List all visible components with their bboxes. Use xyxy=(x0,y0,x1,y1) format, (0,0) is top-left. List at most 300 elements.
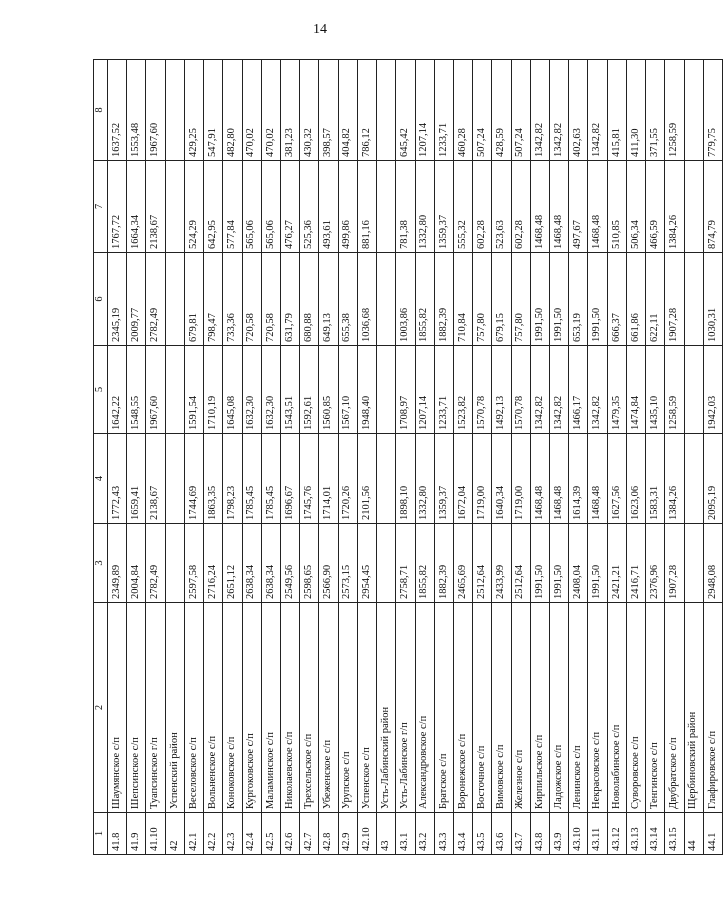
value-cell: 1719,00 xyxy=(511,434,530,524)
value-cell: 2782,49 xyxy=(146,253,165,346)
row-code: 43.14 xyxy=(646,813,665,855)
settlement-name: Вольненское с/п xyxy=(204,603,223,813)
table-row xyxy=(607,60,626,855)
row-code: 43.11 xyxy=(588,813,607,855)
value-cell: 2349,89 xyxy=(108,524,127,603)
value-cell: 2638,34 xyxy=(261,524,280,603)
value-cell: 2549,56 xyxy=(280,524,299,603)
row-code: 42.4 xyxy=(242,813,261,855)
settlement-name: Усть-Лабинский район xyxy=(377,603,396,813)
value-cell: 1342,82 xyxy=(530,346,549,434)
value-cell: 1967,60 xyxy=(146,346,165,434)
value-cell: 1466,17 xyxy=(569,346,588,434)
table-row xyxy=(242,60,261,855)
value-cell: 2408,04 xyxy=(569,524,588,603)
table-row xyxy=(434,60,453,855)
settlement-name: Ладожское с/п xyxy=(550,603,569,813)
value-cell: 733,36 xyxy=(223,253,242,346)
column-header-4: 4 xyxy=(94,434,108,524)
value-cell: 402,63 xyxy=(569,60,588,161)
settlement-name: Усть-Лабинское г/п xyxy=(396,603,415,813)
settlement-name: Коноковское с/п xyxy=(223,603,242,813)
row-code: 43 xyxy=(377,813,396,855)
value-cell xyxy=(377,60,396,161)
table-row xyxy=(338,60,357,855)
row-code: 43.13 xyxy=(626,813,645,855)
value-cell: 2716,24 xyxy=(204,524,223,603)
table-row xyxy=(588,60,607,855)
table-row xyxy=(415,60,434,855)
table-row xyxy=(108,60,127,855)
value-cell: 1359,37 xyxy=(434,161,453,253)
value-cell: 1207,14 xyxy=(415,346,434,434)
value-cell xyxy=(684,346,703,434)
row-code: 43.6 xyxy=(492,813,511,855)
value-cell: 1659,41 xyxy=(127,434,146,524)
row-code: 42.9 xyxy=(338,813,357,855)
value-cell: 649,13 xyxy=(319,253,338,346)
value-cell xyxy=(684,161,703,253)
value-cell: 460,28 xyxy=(453,60,472,161)
settlement-name: Ленинское с/п xyxy=(569,603,588,813)
settlement-name: Успенское с/п xyxy=(357,603,376,813)
column-header-3: 3 xyxy=(94,524,108,603)
value-cell: 1882,39 xyxy=(434,524,453,603)
settlement-name: Урупское с/п xyxy=(338,603,357,813)
value-cell: 622,11 xyxy=(646,253,665,346)
settlement-name: Вимовское с/п xyxy=(492,603,511,813)
value-cell: 470,02 xyxy=(261,60,280,161)
value-cell: 661,86 xyxy=(626,253,645,346)
value-cell: 524,29 xyxy=(184,161,203,253)
table-row xyxy=(165,60,184,855)
settlement-name: Глафировское с/п xyxy=(703,603,722,813)
value-cell: 482,80 xyxy=(223,60,242,161)
value-cell: 1342,82 xyxy=(588,346,607,434)
value-cell: 497,67 xyxy=(569,161,588,253)
value-cell: 1332,80 xyxy=(415,161,434,253)
value-cell: 1030,31 xyxy=(703,253,722,346)
value-cell: 1855,82 xyxy=(415,524,434,603)
settlement-name: Восточное с/п xyxy=(473,603,492,813)
value-cell: 430,32 xyxy=(300,60,319,161)
value-cell: 1614,39 xyxy=(569,434,588,524)
settlement-name: Успенский район xyxy=(165,603,184,813)
value-cell: 1435,10 xyxy=(646,346,665,434)
column-header-1: 1 xyxy=(94,813,108,855)
row-code: 42.1 xyxy=(184,813,203,855)
value-cell: 1627,56 xyxy=(607,434,626,524)
value-cell: 1907,28 xyxy=(665,524,684,603)
row-code: 43.12 xyxy=(607,813,626,855)
value-cell: 1570,78 xyxy=(473,346,492,434)
value-cell: 2638,34 xyxy=(242,524,261,603)
value-cell: 1570,78 xyxy=(511,346,530,434)
value-cell: 2598,65 xyxy=(300,524,319,603)
value-cell: 466,59 xyxy=(646,161,665,253)
settlement-name: Туапсинское г/п xyxy=(146,603,165,813)
settlement-name: Веселовское с/п xyxy=(184,603,203,813)
value-cell: 1207,14 xyxy=(415,60,434,161)
column-header-5: 5 xyxy=(94,346,108,434)
settlement-name: Двубратское с/п xyxy=(665,603,684,813)
value-cell: 1898,10 xyxy=(396,434,415,524)
page-number: 14 xyxy=(313,22,327,37)
value-cell xyxy=(377,434,396,524)
value-cell: 602,28 xyxy=(511,161,530,253)
value-cell: 1474,84 xyxy=(626,346,645,434)
value-cell: 2465,69 xyxy=(453,524,472,603)
row-code: 43.3 xyxy=(434,813,453,855)
value-cell xyxy=(377,161,396,253)
value-cell: 881,16 xyxy=(357,161,376,253)
value-cell: 2416,71 xyxy=(626,524,645,603)
row-code: 41.10 xyxy=(146,813,165,855)
value-cell: 720,58 xyxy=(242,253,261,346)
row-code: 43.2 xyxy=(415,813,434,855)
table-row xyxy=(377,60,396,855)
value-cell: 1258,59 xyxy=(665,60,684,161)
table-row xyxy=(146,60,165,855)
value-cell: 381,23 xyxy=(280,60,299,161)
settlement-name: Маламинское с/п xyxy=(261,603,280,813)
value-cell xyxy=(165,346,184,434)
row-code: 42.6 xyxy=(280,813,299,855)
value-cell: 1991,50 xyxy=(530,524,549,603)
value-cell: 642,95 xyxy=(204,161,223,253)
value-cell: 555,32 xyxy=(453,161,472,253)
settlement-name: Суворовское с/п xyxy=(626,603,645,813)
row-code: 42.2 xyxy=(204,813,223,855)
value-cell: 1672,04 xyxy=(453,434,472,524)
value-cell: 1468,48 xyxy=(550,161,569,253)
value-cell: 1342,82 xyxy=(530,60,549,161)
settlement-name: Воронежское с/п xyxy=(453,603,472,813)
settlement-name: Тенгинское с/п xyxy=(646,603,665,813)
value-cell: 1384,26 xyxy=(665,161,684,253)
value-cell: 2512,64 xyxy=(511,524,530,603)
value-cell: 1632,30 xyxy=(242,346,261,434)
settlement-name: Новолабинское с/п xyxy=(607,603,626,813)
row-code: 43.15 xyxy=(665,813,684,855)
value-cell: 781,38 xyxy=(396,161,415,253)
value-cell: 710,84 xyxy=(453,253,472,346)
value-cell: 411,30 xyxy=(626,60,645,161)
value-cell: 666,37 xyxy=(607,253,626,346)
value-cell: 470,02 xyxy=(242,60,261,161)
row-code: 42 xyxy=(165,813,184,855)
value-cell: 2345,19 xyxy=(108,253,127,346)
value-cell: 720,58 xyxy=(261,253,280,346)
value-cell: 1991,50 xyxy=(530,253,549,346)
value-cell xyxy=(684,253,703,346)
column-header-7: 7 xyxy=(94,161,108,253)
value-cell: 874,79 xyxy=(703,161,722,253)
column-header-6: 6 xyxy=(94,253,108,346)
value-cell: 1468,48 xyxy=(588,161,607,253)
table-row xyxy=(665,60,684,855)
table-row xyxy=(530,60,549,855)
value-cell: 499,86 xyxy=(338,161,357,253)
value-cell: 1882,39 xyxy=(434,253,453,346)
table-row xyxy=(453,60,472,855)
row-code: 43.8 xyxy=(530,813,549,855)
value-cell: 2512,64 xyxy=(473,524,492,603)
value-cell: 653,19 xyxy=(569,253,588,346)
value-cell: 679,15 xyxy=(492,253,511,346)
value-cell: 1592,61 xyxy=(300,346,319,434)
row-code: 43.7 xyxy=(511,813,530,855)
value-cell: 1767,72 xyxy=(108,161,127,253)
column-header-2: 2 xyxy=(94,603,108,813)
value-cell: 1523,82 xyxy=(453,346,472,434)
row-code: 42.3 xyxy=(223,813,242,855)
value-cell: 1637,52 xyxy=(108,60,127,161)
value-cell xyxy=(684,524,703,603)
value-cell: 2421,21 xyxy=(607,524,626,603)
value-cell: 2138,67 xyxy=(146,434,165,524)
value-cell: 1948,40 xyxy=(357,346,376,434)
value-cell: 1543,51 xyxy=(280,346,299,434)
value-cell: 1583,31 xyxy=(646,434,665,524)
row-code: 44.1 xyxy=(703,813,722,855)
value-cell: 2758,71 xyxy=(396,524,415,603)
value-cell: 1991,50 xyxy=(588,524,607,603)
value-cell: 2948,08 xyxy=(703,524,722,603)
value-cell: 507,24 xyxy=(473,60,492,161)
table-row xyxy=(550,60,569,855)
value-cell: 2433,99 xyxy=(492,524,511,603)
settlement-name: Трехсельское с/п xyxy=(300,603,319,813)
value-cell: 1863,35 xyxy=(204,434,223,524)
value-cell: 510,85 xyxy=(607,161,626,253)
value-cell: 1907,28 xyxy=(665,253,684,346)
value-cell: 476,27 xyxy=(280,161,299,253)
value-cell: 2573,15 xyxy=(338,524,357,603)
table-row xyxy=(569,60,588,855)
table-row xyxy=(261,60,280,855)
value-cell: 1036,68 xyxy=(357,253,376,346)
settlement-name: Кургоковское с/п xyxy=(242,603,261,813)
table-row xyxy=(319,60,338,855)
value-cell: 1003,86 xyxy=(396,253,415,346)
value-cell: 523,63 xyxy=(492,161,511,253)
settlement-name: Щербиновский район xyxy=(684,603,703,813)
value-cell: 577,84 xyxy=(223,161,242,253)
value-cell: 1714,01 xyxy=(319,434,338,524)
value-cell: 565,06 xyxy=(242,161,261,253)
value-cell xyxy=(165,524,184,603)
value-cell: 655,38 xyxy=(338,253,357,346)
header-row xyxy=(94,60,108,855)
value-cell xyxy=(684,60,703,161)
value-cell: 2101,56 xyxy=(357,434,376,524)
value-cell: 1855,82 xyxy=(415,253,434,346)
value-cell: 631,79 xyxy=(280,253,299,346)
table-row xyxy=(280,60,299,855)
value-cell: 2954,45 xyxy=(357,524,376,603)
table-row xyxy=(684,60,703,855)
value-cell: 1664,34 xyxy=(127,161,146,253)
value-cell: 2138,67 xyxy=(146,161,165,253)
value-cell: 1342,82 xyxy=(550,60,569,161)
value-cell: 1623,06 xyxy=(626,434,645,524)
value-cell: 1991,50 xyxy=(550,524,569,603)
value-cell: 1708,97 xyxy=(396,346,415,434)
value-cell xyxy=(377,346,396,434)
row-code: 42.8 xyxy=(319,813,338,855)
value-cell: 1772,43 xyxy=(108,434,127,524)
column-header-8: 8 xyxy=(94,60,108,161)
value-cell: 2782,49 xyxy=(146,524,165,603)
value-cell: 429,25 xyxy=(184,60,203,161)
value-cell: 1342,82 xyxy=(588,60,607,161)
value-cell xyxy=(165,434,184,524)
value-cell: 1745,76 xyxy=(300,434,319,524)
value-cell: 1632,30 xyxy=(261,346,280,434)
value-cell: 2095,19 xyxy=(703,434,722,524)
value-cell xyxy=(684,434,703,524)
settlement-name: Железное с/п xyxy=(511,603,530,813)
value-cell: 757,80 xyxy=(473,253,492,346)
value-cell: 1991,50 xyxy=(588,253,607,346)
value-cell xyxy=(165,60,184,161)
value-cell: 1492,13 xyxy=(492,346,511,434)
value-cell: 1640,34 xyxy=(492,434,511,524)
value-cell: 679,81 xyxy=(184,253,203,346)
settlement-name: Братское с/п xyxy=(434,603,453,813)
row-code: 41.9 xyxy=(127,813,146,855)
tariff-table xyxy=(93,59,723,855)
value-cell: 371,55 xyxy=(646,60,665,161)
value-cell: 1710,19 xyxy=(204,346,223,434)
value-cell: 798,47 xyxy=(204,253,223,346)
value-cell: 415,81 xyxy=(607,60,626,161)
row-code: 42.10 xyxy=(357,813,376,855)
value-cell: 1567,10 xyxy=(338,346,357,434)
value-cell: 602,28 xyxy=(473,161,492,253)
value-cell: 493,61 xyxy=(319,161,338,253)
value-cell: 786,12 xyxy=(357,60,376,161)
value-cell: 1468,48 xyxy=(550,434,569,524)
value-cell: 428,59 xyxy=(492,60,511,161)
table-row xyxy=(184,60,203,855)
value-cell: 1553,48 xyxy=(127,60,146,161)
value-cell: 1798,23 xyxy=(223,434,242,524)
table-row xyxy=(223,60,242,855)
value-cell: 2009,77 xyxy=(127,253,146,346)
value-cell: 1942,03 xyxy=(703,346,722,434)
value-cell xyxy=(165,253,184,346)
value-cell: 1719,00 xyxy=(473,434,492,524)
value-cell: 1479,35 xyxy=(607,346,626,434)
row-code: 43.1 xyxy=(396,813,415,855)
value-cell xyxy=(377,253,396,346)
value-cell: 1696,67 xyxy=(280,434,299,524)
value-cell: 1967,60 xyxy=(146,60,165,161)
value-cell: 2004,84 xyxy=(127,524,146,603)
value-cell: 1744,69 xyxy=(184,434,203,524)
value-cell: 398,57 xyxy=(319,60,338,161)
settlement-name: Убеженское с/п xyxy=(319,603,338,813)
table-row xyxy=(396,60,415,855)
value-cell: 1785,45 xyxy=(242,434,261,524)
value-cell: 404,82 xyxy=(338,60,357,161)
value-cell: 565,06 xyxy=(261,161,280,253)
value-cell: 779,75 xyxy=(703,60,722,161)
value-cell: 1233,71 xyxy=(434,60,453,161)
row-code: 42.5 xyxy=(261,813,280,855)
settlement-name: Шаумянское с/п xyxy=(108,603,127,813)
value-cell: 680,88 xyxy=(300,253,319,346)
table-body xyxy=(108,60,723,855)
value-cell: 645,42 xyxy=(396,60,415,161)
table-row xyxy=(204,60,223,855)
value-cell xyxy=(377,524,396,603)
row-code: 43.5 xyxy=(473,813,492,855)
value-cell: 1233,71 xyxy=(434,346,453,434)
value-cell: 2566,90 xyxy=(319,524,338,603)
value-cell: 1720,26 xyxy=(338,434,357,524)
value-cell: 2651,12 xyxy=(223,524,242,603)
settlement-name: Шепсинское с/п xyxy=(127,603,146,813)
table-row xyxy=(473,60,492,855)
table-row xyxy=(511,60,530,855)
value-cell: 1384,26 xyxy=(665,434,684,524)
table-row xyxy=(646,60,665,855)
value-cell: 2376,96 xyxy=(646,524,665,603)
value-cell: 1359,37 xyxy=(434,434,453,524)
value-cell: 1591,54 xyxy=(184,346,203,434)
value-cell: 1560,85 xyxy=(319,346,338,434)
value-cell: 1468,48 xyxy=(530,434,549,524)
value-cell: 757,80 xyxy=(511,253,530,346)
value-cell: 1645,08 xyxy=(223,346,242,434)
settlement-name: Александровское с/п xyxy=(415,603,434,813)
value-cell: 1548,55 xyxy=(127,346,146,434)
value-cell: 1342,82 xyxy=(550,346,569,434)
value-cell: 506,34 xyxy=(626,161,645,253)
table-row xyxy=(492,60,511,855)
value-cell: 1642,22 xyxy=(108,346,127,434)
rotated-table-container xyxy=(93,60,723,855)
settlement-name: Кирпильское с/п xyxy=(530,603,549,813)
value-cell: 2597,58 xyxy=(184,524,203,603)
table-row xyxy=(357,60,376,855)
value-cell: 1468,48 xyxy=(530,161,549,253)
row-code: 43.10 xyxy=(569,813,588,855)
value-cell: 1258,59 xyxy=(665,346,684,434)
value-cell: 1991,50 xyxy=(550,253,569,346)
table-row xyxy=(127,60,146,855)
value-cell: 507,24 xyxy=(511,60,530,161)
row-code: 43.9 xyxy=(550,813,569,855)
row-code: 42.7 xyxy=(300,813,319,855)
value-cell: 1468,48 xyxy=(588,434,607,524)
value-cell: 1785,45 xyxy=(261,434,280,524)
table-row xyxy=(626,60,645,855)
row-code: 43.4 xyxy=(453,813,472,855)
row-code: 44 xyxy=(684,813,703,855)
value-cell: 525,36 xyxy=(300,161,319,253)
row-code: 41.8 xyxy=(108,813,127,855)
settlement-name: Некрасовское с/п xyxy=(588,603,607,813)
value-cell xyxy=(165,161,184,253)
settlement-name: Николаевское с/п xyxy=(280,603,299,813)
table-row xyxy=(703,60,722,855)
value-cell: 1332,80 xyxy=(415,434,434,524)
value-cell: 547,91 xyxy=(204,60,223,161)
